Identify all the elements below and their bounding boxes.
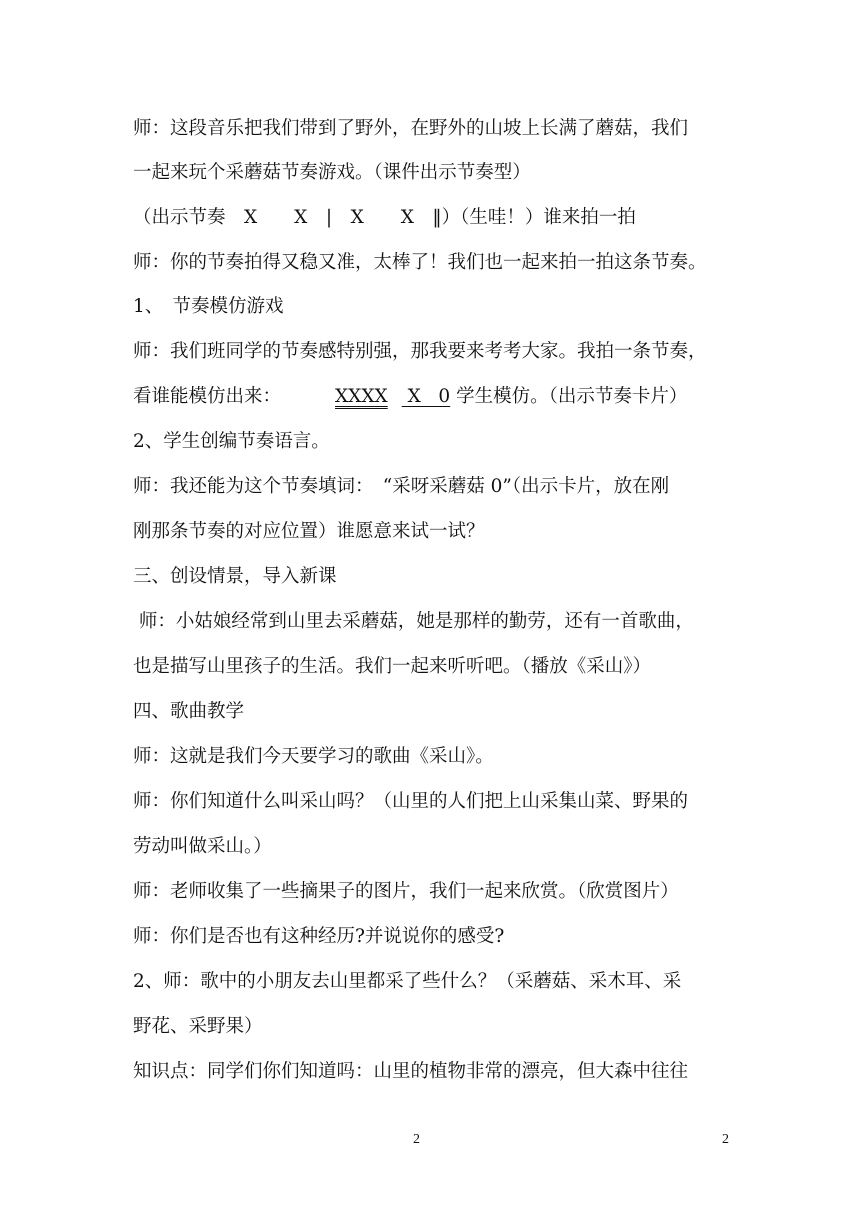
text-line: 师：你们是否也有这种经历?并说说你的感受?	[133, 926, 505, 947]
text-line: 师：你的节奏拍得又稳又准，太棒了！我们也一起来拍一拍这条节奏。	[133, 252, 707, 273]
section-heading: 四、歌曲教学	[133, 701, 245, 722]
text-line: 也是描写山里孩子的生活。我们一起来听听吧。（播放《采山》）	[133, 656, 652, 677]
text-line: 劳动叫做采山。）	[133, 836, 272, 857]
rhythm-line: （出示节奏 X X | X X ‖）（生哇！）谁来拍一拍	[133, 207, 636, 228]
text-line: 师：这段音乐把我们带到了野外，在野外的山坡上长满了蘑菇，我们	[133, 118, 689, 139]
imitate-suffix: 学生模仿。（出示节奏卡片）	[456, 386, 688, 407]
text-line: 知识点：同学们你们知道吗：山里的植物非常的漂亮，但大森中往往	[133, 1061, 689, 1082]
page-number-right: 2	[722, 1132, 729, 1147]
page-number-left: 2	[413, 1132, 420, 1147]
section-heading: 三、创设情景，导入新课	[133, 566, 337, 587]
imitate-line	[133, 384, 687, 410]
text-line: 刚那条节奏的对应位置）谁愿意来试一试？	[133, 521, 485, 542]
text-line: 师：我们班同学的节奏感特别强，那我要来考考大家。我拍一条节奏，	[133, 341, 707, 362]
text-line: 师：小姑娘经常到山里去采蘑菇，她是那样的勤劳，还有一首歌曲，	[133, 611, 694, 632]
text-line: 2、师：歌中的小朋友去山里都采了些什么？（采蘑菇、采木耳、采	[133, 971, 682, 992]
text-line: 师：你们知道什么叫采山吗？（山里的人们把上山采集山菜、野果的	[133, 791, 689, 812]
text-line: 师：老师收集了一些摘果子的图片，我们一起来欣赏。（欣赏图片）	[133, 881, 679, 902]
section-heading: 2、学生创编节奏语言。	[133, 431, 330, 452]
text-line: 一起来玩个采蘑菇节奏游戏。（课件出示节奏型）	[133, 162, 531, 183]
section-heading: 1、 节奏模仿游戏	[133, 296, 284, 317]
rhythm-xxxx: XXXX	[335, 386, 388, 407]
text-line: 师：我还能为这个节奏填词： “采呀采蘑菇 0”（出示卡片，放在刚	[133, 476, 670, 497]
rhythm-x-rest: X 0	[401, 386, 451, 407]
text-line: 师：这就是我们今天要学习的歌曲《采山》。	[133, 746, 494, 767]
imitate-prefix: 看谁能模仿出来：	[133, 386, 282, 407]
text-line: 野花、采野果）	[133, 1016, 263, 1037]
